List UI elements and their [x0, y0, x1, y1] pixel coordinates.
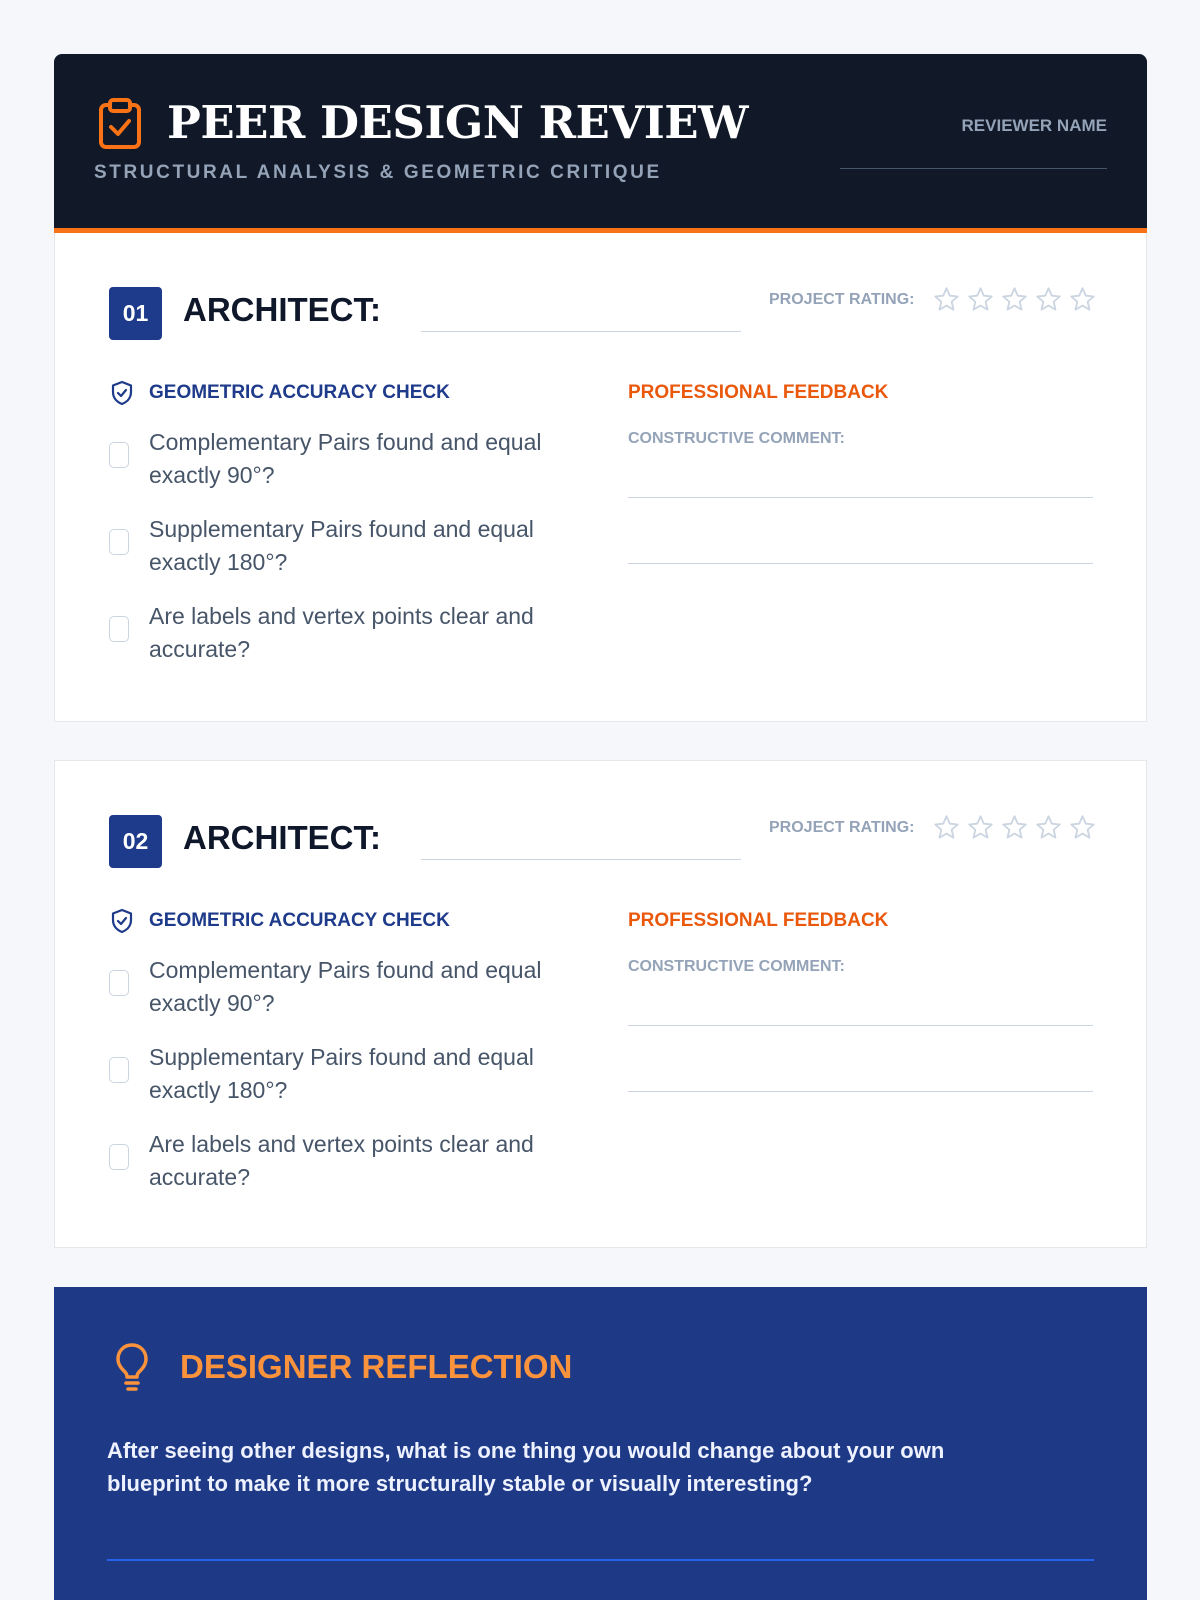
page-title: PEER DESIGN REVIEW	[167, 96, 749, 149]
reviewer-name-field[interactable]	[840, 168, 1107, 169]
shield-check-icon	[110, 908, 134, 934]
checklist-item-label: Are labels and vertex points clear and accurate?	[149, 603, 534, 662]
architect-label: ARCHITECT:	[183, 819, 381, 856]
reflection-answer-field[interactable]	[107, 1559, 1094, 1561]
architect-label: ARCHITECT:	[183, 291, 381, 328]
star-icon[interactable]	[1069, 286, 1096, 313]
star-rating	[933, 814, 1096, 841]
review-card-2	[54, 760, 1147, 1248]
shield-check-icon	[110, 380, 134, 406]
review-number-badge: 02	[109, 815, 162, 868]
checklist-item	[109, 1041, 579, 1107]
clipboard-check-icon	[98, 98, 142, 150]
checkbox[interactable]	[109, 1144, 129, 1170]
comment-line-1[interactable]	[628, 1025, 1093, 1026]
star-icon[interactable]	[1035, 814, 1062, 841]
designer-reflection-section	[54, 1287, 1147, 1600]
star-rating	[933, 286, 1096, 313]
comment-label: CONSTRUCTIVE COMMENT:	[628, 958, 845, 975]
reflection-title: DESIGNER REFLECTION	[180, 1348, 573, 1385]
accuracy-check-title: GEOMETRIC ACCURACY CHECK	[149, 382, 450, 403]
checklist-item-label: Complementary Pairs found and equal exactly 90°?	[149, 957, 542, 1016]
star-icon[interactable]	[967, 286, 994, 313]
page-subtitle: STRUCTURAL ANALYSIS & GEOMETRIC CRITIQUE	[94, 162, 662, 183]
comment-label: CONSTRUCTIVE COMMENT:	[628, 430, 845, 447]
lightbulb-icon	[114, 1342, 150, 1392]
star-icon[interactable]	[1069, 814, 1096, 841]
feedback-title: PROFESSIONAL FEEDBACK	[628, 910, 889, 931]
checklist-item	[109, 426, 579, 492]
checklist-item-label: Supplementary Pairs found and equal exactly 180°?	[149, 1044, 534, 1103]
star-icon[interactable]	[1001, 814, 1028, 841]
architect-name-field[interactable]	[421, 859, 741, 860]
checklist-item	[109, 600, 579, 666]
checkbox[interactable]	[109, 970, 129, 996]
checkbox[interactable]	[109, 1057, 129, 1083]
comment-line-2[interactable]	[628, 563, 1093, 564]
project-rating-label: PROJECT RATING:	[769, 819, 915, 836]
checklist-item	[109, 513, 579, 579]
comment-line-2[interactable]	[628, 1091, 1093, 1092]
reflection-prompt: After seeing other designs, what is one thing you would change about your own blueprint to make it more structurally stable or visually interesting?	[107, 1438, 945, 1496]
feedback-title: PROFESSIONAL FEEDBACK	[628, 382, 889, 403]
star-icon[interactable]	[933, 814, 960, 841]
review-card-1	[54, 233, 1147, 722]
checklist-item	[109, 954, 579, 1020]
star-icon[interactable]	[967, 814, 994, 841]
review-number-badge: 01	[109, 287, 162, 340]
checkbox[interactable]	[109, 442, 129, 468]
accuracy-check-title: GEOMETRIC ACCURACY CHECK	[149, 910, 450, 931]
checkbox[interactable]	[109, 529, 129, 555]
checkbox[interactable]	[109, 616, 129, 642]
project-rating-label: PROJECT RATING:	[769, 291, 915, 308]
checklist-item-label: Complementary Pairs found and equal exactly 90°?	[149, 429, 542, 488]
checklist-item-label: Supplementary Pairs found and equal exactly 180°?	[149, 516, 534, 575]
comment-line-1[interactable]	[628, 497, 1093, 498]
star-icon[interactable]	[1001, 286, 1028, 313]
star-icon[interactable]	[1035, 286, 1062, 313]
page-header	[54, 54, 1147, 233]
architect-name-field[interactable]	[421, 331, 741, 332]
checklist-item	[109, 1128, 579, 1194]
checklist-item-label: Are labels and vertex points clear and accurate?	[149, 1131, 534, 1190]
reviewer-name-label: REVIEWER NAME	[961, 116, 1107, 135]
star-icon[interactable]	[933, 286, 960, 313]
